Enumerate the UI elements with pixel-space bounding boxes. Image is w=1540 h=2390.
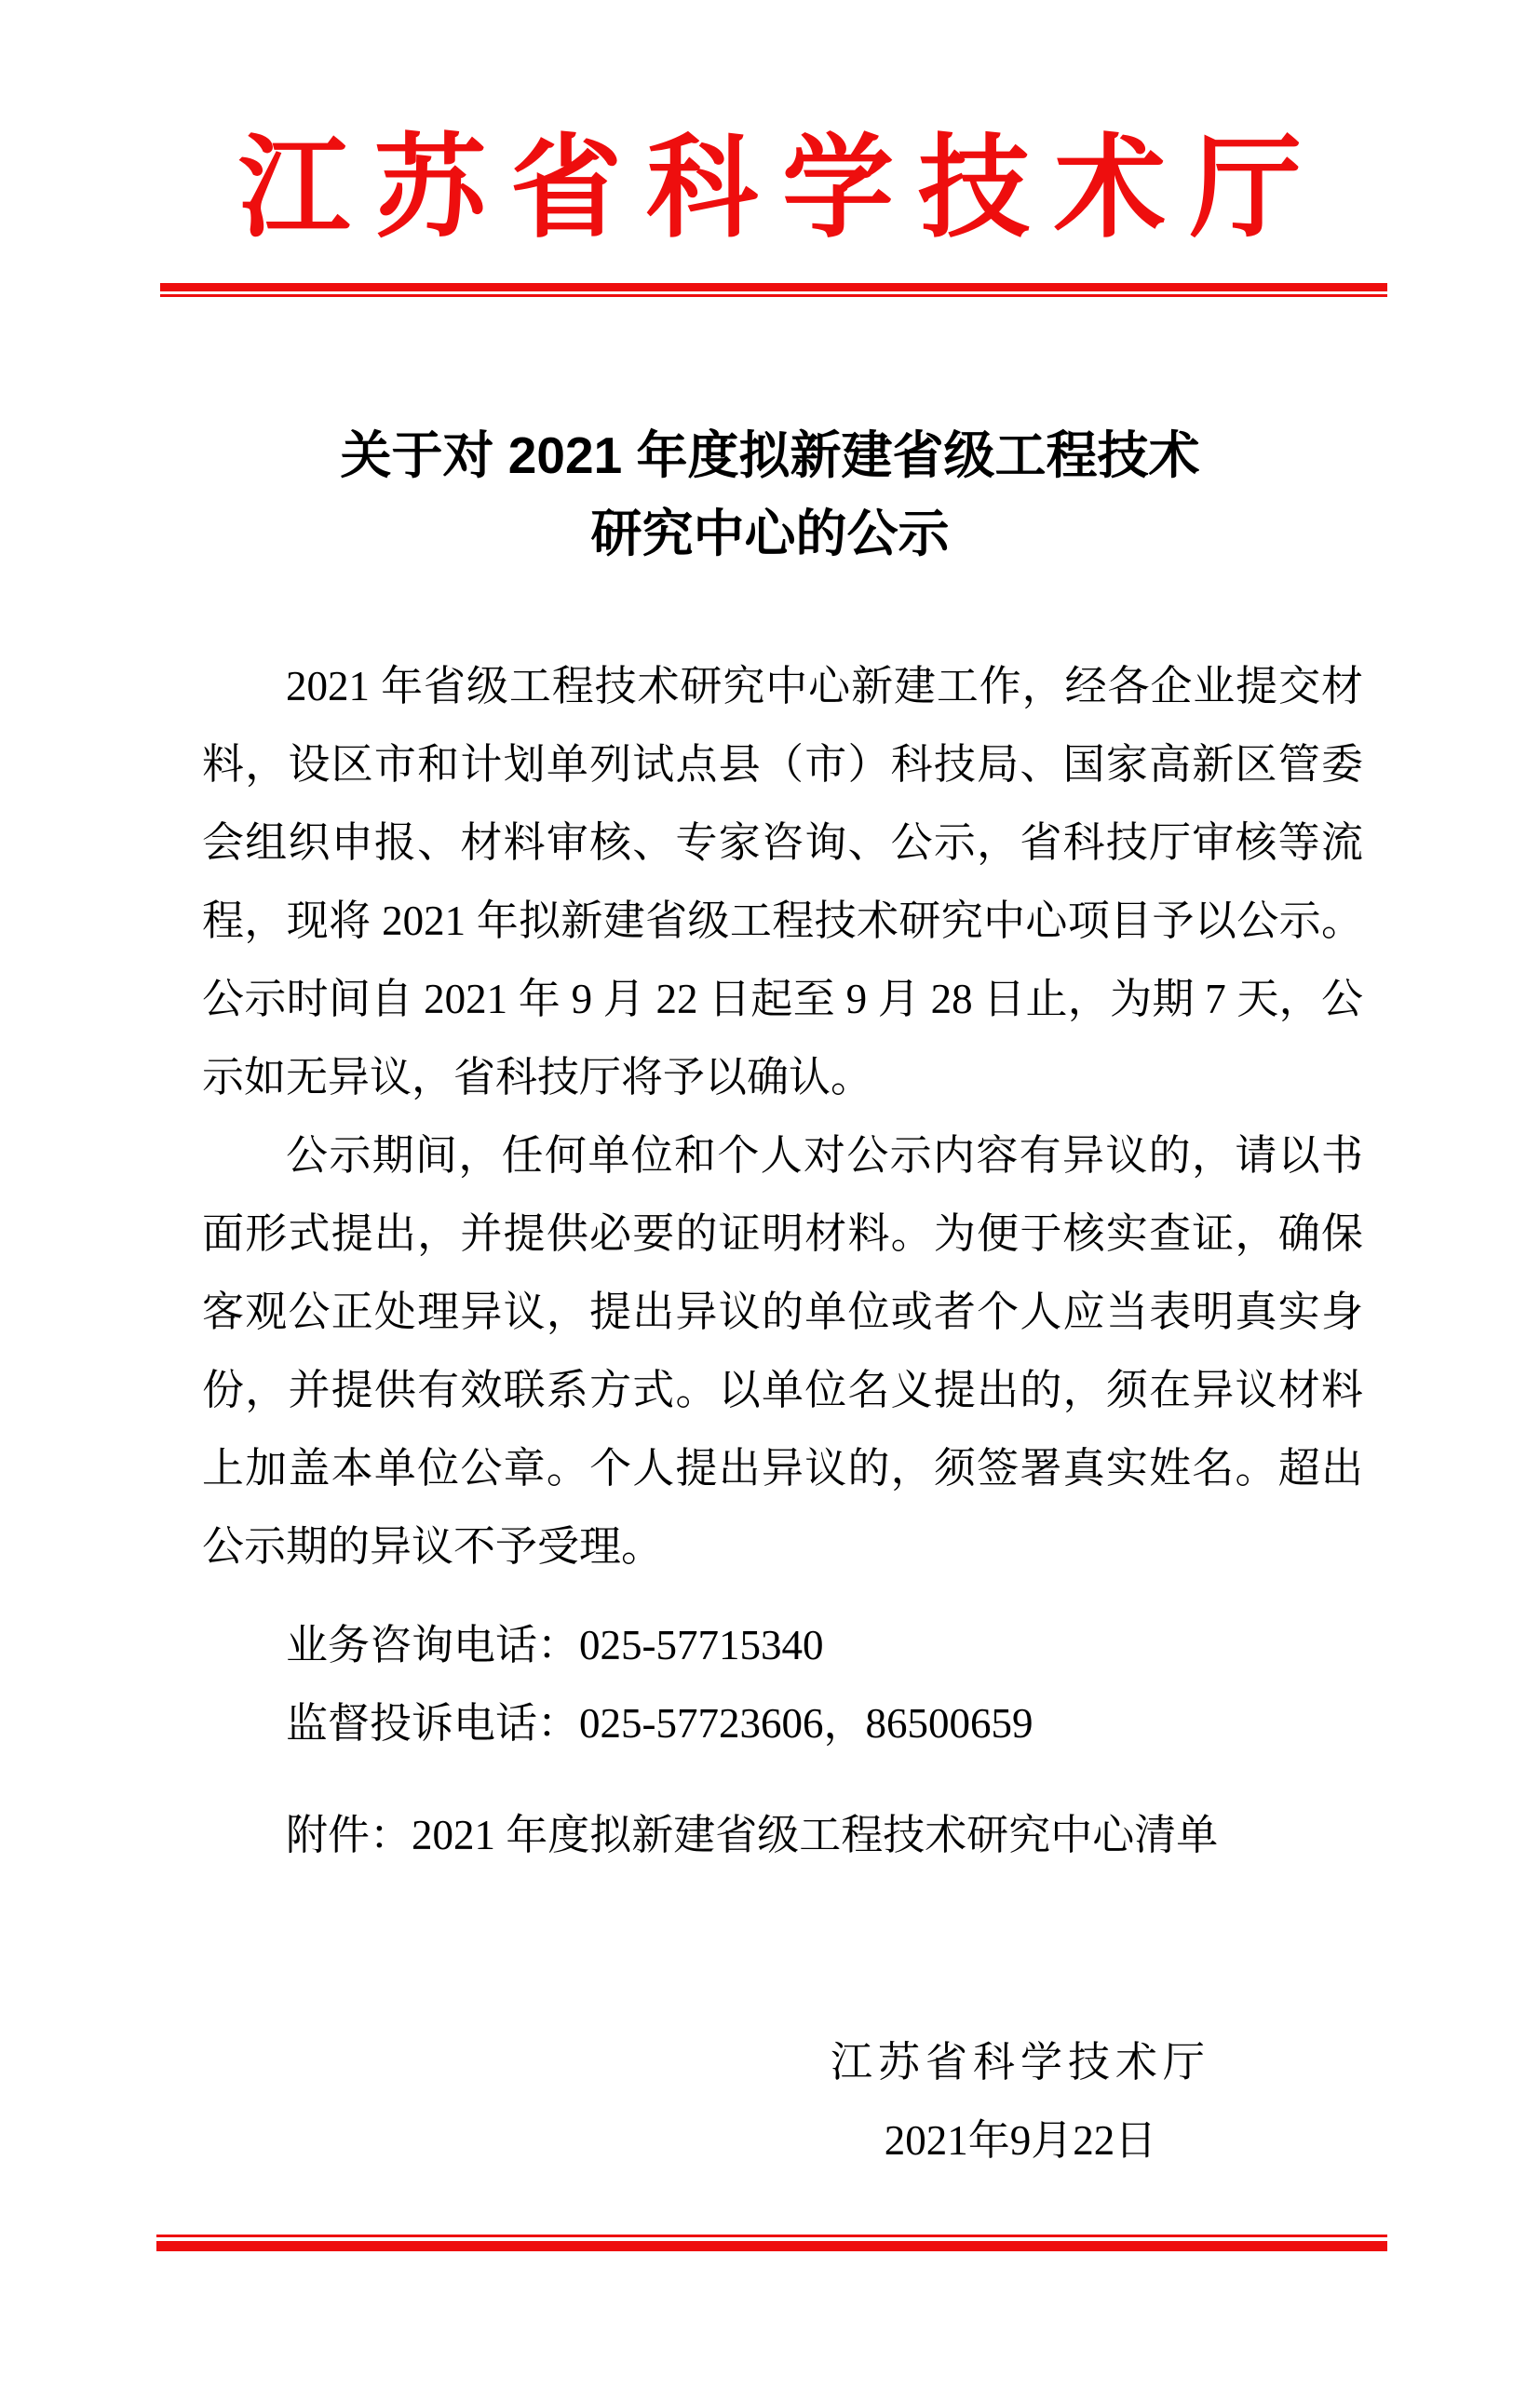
- letterhead-divider-thick-bar: [160, 283, 1387, 291]
- body-paragraph-1: 2021 年省级工程技术研究中心新建工作，经各企业提交材料，设区市和计划单列试点县（市）科技局、国家高新区管委会组织申报、材料审核、专家咨询、公示，省科技厅审核等流程，现将 2021 年拟新建省级工程技术研究中心项目予以公示。公示时间自 2021 年 9 月 22 日起至 9 月 28 日止，为期 7 天，公示如无异议，省科技厅将予以确认。: [202, 663, 1363, 1100]
- footer-divider-thick-bar: [156, 2241, 1387, 2251]
- document-title-line-2: 研究中心的公示: [590, 505, 950, 562]
- document-title: [0, 416, 1540, 573]
- business-phone-line: 业务咨询电话：025-57715340: [286, 1622, 824, 1668]
- supervision-phone-line: 监督投诉电话：025-57723606，86500659: [286, 1700, 1033, 1747]
- letterhead-divider: [160, 283, 1387, 297]
- letterhead-agency-name: 江苏省科学技术厅: [238, 127, 1326, 250]
- signature-agency-name: 江苏省科学技术厅: [830, 2039, 1210, 2086]
- document-title-line-1: 关于对 2021 年度拟新建省级工程技术: [340, 426, 1200, 484]
- signature-block: [831, 2023, 1210, 2180]
- footer-divider: [156, 2235, 1387, 2251]
- letterhead-divider-thin-bar: [160, 294, 1387, 297]
- signature-date: 2021年9月22日: [884, 2117, 1157, 2164]
- attachment-line: 附件：2021 年度拟新建省级工程技术研究中心清单: [286, 1812, 1219, 1858]
- footer-divider-thin-bar: [156, 2235, 1387, 2237]
- body-paragraph-2: 公示期间，任何单位和个人对公示内容有异议的，请以书面形式提出，并提供必要的证明材料。为便于核实查证，确保客观公正处理异议，提出异议的单位或者个人应当表明真实身份，并提供有效联系方式。以单位名义提出的，须在异议材料上加盖本单位公章。个人提出异议的，须签署真实姓名。超出公示期的异议不予受理。: [202, 1132, 1363, 1570]
